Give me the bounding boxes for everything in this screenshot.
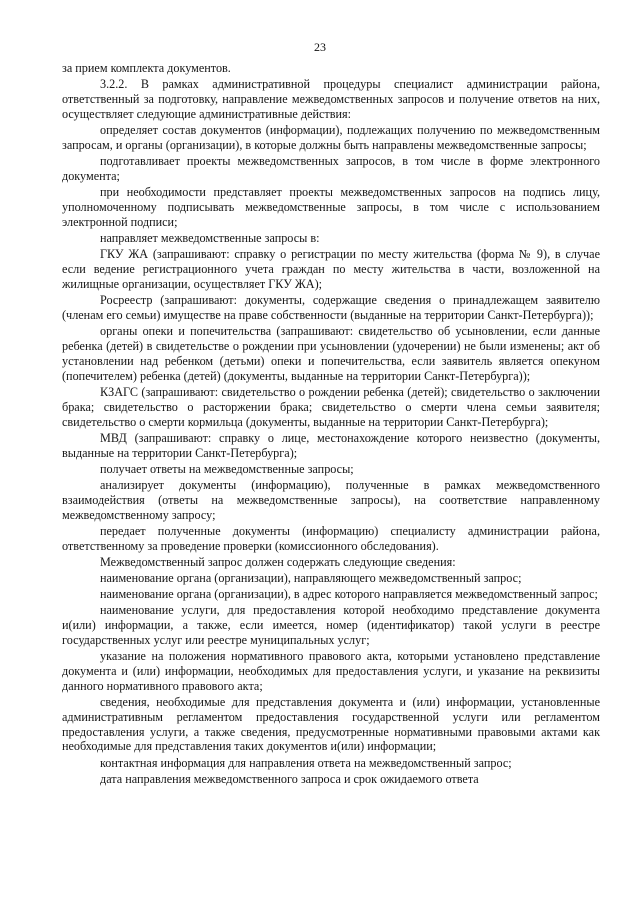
paragraph: Межведомственный запрос должен содержать следующие сведения: [100, 554, 456, 569]
paragraph: МВД (запрашивают: справку о лице, местонахождение которого неизвестно (документы, выданные на территории Санкт-Петербурга); [62, 430, 600, 460]
paragraph: контактная информация для направления ответа на межведомственный запрос; [100, 755, 512, 770]
paragraph: КЗАГС (запрашивают: свидетельство о рождении ребенка (детей); свидетельство о заключении брака; свидетельство о расторжении брака; свидетельство о смерти члена семьи заявителя; свидетельство о смерти кормильца (документы, выданные на территории Санкт-Петербурга); [62, 384, 600, 429]
page-number: 23 [314, 40, 326, 54]
paragraph: за прием комплекта документов. [62, 61, 231, 75]
paragraph: наименование органа (организации), направляющего межведомственный запрос; [100, 570, 522, 585]
paragraph: Росреестр (запрашивают: документы, содержащие сведения о принадлежащем заявителю (членам его семьи) имуществе на праве собственности (выданные на территории Санкт-Петербурга)); [62, 292, 600, 322]
paragraph: подготавливает проекты межведомственных запросов, в том числе в форме электронного документа; [62, 154, 600, 183]
paragraph: указание на положения нормативного правового акта, которыми установлено представление документа и (или) информации, необходимых для предоставления услуги, и указание на реквизиты данного нормативного правового акта; [62, 648, 600, 693]
paragraph: направляет межведомственные запросы в: [100, 230, 320, 245]
paragraph: определяет состав документов (информации), подлежащих получению по межведомственным запросам, и органы (организации), в которые должны быть направлены межведомственные запросы; [62, 123, 600, 152]
paragraph: анализирует документы (информацию), полученные в рамках межведомственного взаимодействия (ответы на межведомственные запросы), на соответствие направленному межведомственному запросу; [62, 477, 600, 522]
paragraph: органы опеки и попечительства (запрашивают: свидетельство об усыновлении, если данные ребенка (детей) в свидетельстве о рождении при усыновлении (удочерении) не были изменены; акт об установлении над ребенком (детьми) опеки и попечительства, если заявитель является опекуном (попечителем) ребенка (детей) (документы, выданные на территории Санкт-Петербурга)); [62, 323, 600, 383]
paragraph: дата направления межведомственного запроса и срок ожидаемого ответа [100, 771, 479, 786]
paragraph: передает полученные документы (информацию) специалисту администрации района, ответственному за проведение проверки (комиссионного обследования). [62, 523, 600, 553]
paragraph: наименование услуги, для предоставления которой необходимо представление документа и(или) информации, а также, если имеется, номер (идентификатор) такой услуги в реестре государственных услуг или реестре муниципальных услуг; [62, 602, 600, 647]
paragraph: при необходимости представляет проекты межведомственных запросов на подпись лицу, уполномоченному подписывать межведомственные запросы, в том числе с использованием электронной подписи; [62, 185, 600, 229]
paragraph: получает ответы на межведомственные запросы; [100, 461, 354, 476]
paragraph: наименование органа (организации), в адрес которого направляется межведомственный запрос; [100, 586, 598, 601]
paragraph: 3.2.2. В рамках административной процедуры специалист администрации района, ответственный за подготовку, направление межведомственных запросов и получение ответов на них, осуществляет следующие административные действия: [62, 77, 600, 121]
paragraph: ГКУ ЖА (запрашивают: справку о регистрации по месту жительства (форма № 9), в случае если ведение регистрационного учета граждан по месту жительства в части, возложенной на жилищные организации, осуществляет ГКУ ЖА); [62, 247, 600, 291]
paragraph: сведения, необходимые для представления документа и (или) информации, установленные административным регламентом предоставления государственной услуги или регламентом предоставления услуги, а также сведения, предусмотренные нормативными правовыми актами как необходимые для представления таких документов и(или) информации; [62, 694, 600, 754]
document-body [62, 61, 600, 788]
